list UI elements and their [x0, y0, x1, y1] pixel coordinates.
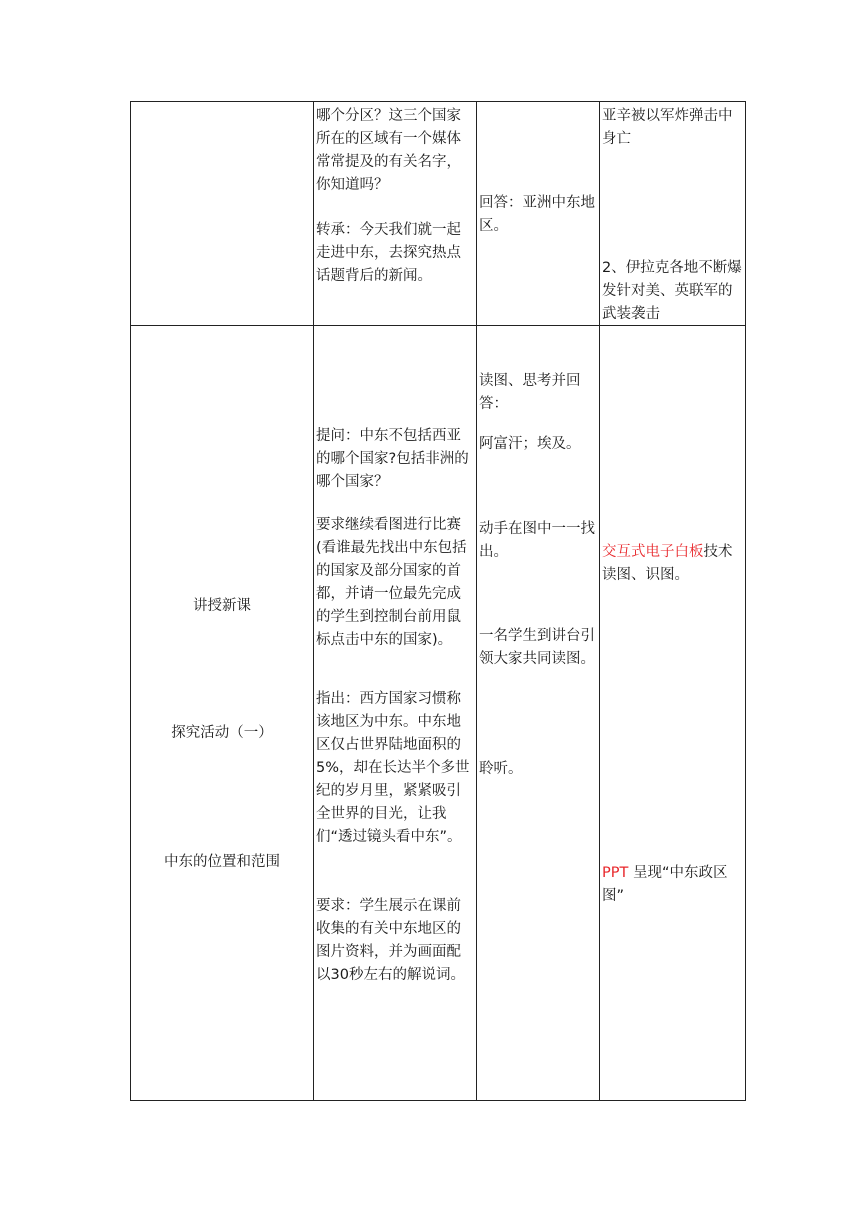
- news-item-1: 亚辛被以军炸弹击中身亡: [602, 108, 733, 147]
- student-listen-text: 聆听。: [479, 761, 523, 777]
- teacher-requirement-text: 要求继续看图进行比赛(看谁最先找出中东包括的国家及部分国家的首都，并请一位最先完成的学生到控制台前用鼠标点击中东的国家)。: [316, 517, 467, 648]
- table-row: [131, 102, 746, 326]
- stage-label: 讲授新课: [193, 598, 251, 614]
- notes-cell: [600, 102, 746, 326]
- student-activity-cell: [477, 326, 600, 1101]
- whiteboard-note: 交互式电子白板技术读图、识图。: [602, 544, 733, 583]
- teacher-activity-cell: [314, 102, 477, 326]
- activity-label: 探究活动（一）: [171, 725, 273, 741]
- table-row: [131, 326, 746, 1101]
- ppt-note: PPT 呈现“中东政区图”: [602, 865, 728, 904]
- teacher-question-text: 提问：中东不包括西亚的哪个国家?包括非洲的哪个国家？: [316, 428, 469, 490]
- notes-cell: [600, 326, 746, 1101]
- teacher-question-text: 哪个分区？这三个国家所在的区域有一个媒体常常提及的有关名字，你知道吗？: [316, 108, 461, 193]
- student-answer-text: 阿富汗；埃及。: [479, 436, 581, 452]
- teacher-requirement-text-2: 要求：学生展示在课前收集的有关中东地区的图片资料，并为画面配以30秒左右的解说词。: [316, 898, 465, 983]
- stage-cell: [131, 102, 314, 326]
- student-activity-cell: [477, 102, 600, 326]
- student-task-text: 动手在图中一一找出。: [479, 521, 595, 560]
- teacher-transition-text: 转承：今天我们就一起走进中东，去探究热点话题背后的新闻。: [316, 222, 461, 284]
- student-answer-text: 回答：亚洲中东地区。: [479, 195, 595, 234]
- topic-label: 中东的位置和范围: [164, 854, 280, 870]
- student-lead-text: 一名学生到讲台引领大家共同读图。: [479, 628, 595, 667]
- highlight-text: 交互式电子白板: [602, 544, 704, 560]
- stage-cell: [131, 326, 314, 1101]
- teacher-point-text: 指出：西方国家习惯称该地区为中东。中东地区仅占世界陆地面积的5%，却在长达半个多世纪的岁月里，紧紧吸引全世界的目光，让我们“透过镜头看中东”。: [316, 691, 470, 845]
- teacher-activity-cell: [314, 326, 477, 1101]
- highlight-text: PPT: [602, 865, 629, 881]
- news-item-2: 2、伊拉克各地不断爆发针对美、英联军的武装袭击: [602, 260, 742, 322]
- student-instruction-text: 读图、思考并回答：: [479, 373, 581, 412]
- lesson-plan-table: [130, 101, 746, 1101]
